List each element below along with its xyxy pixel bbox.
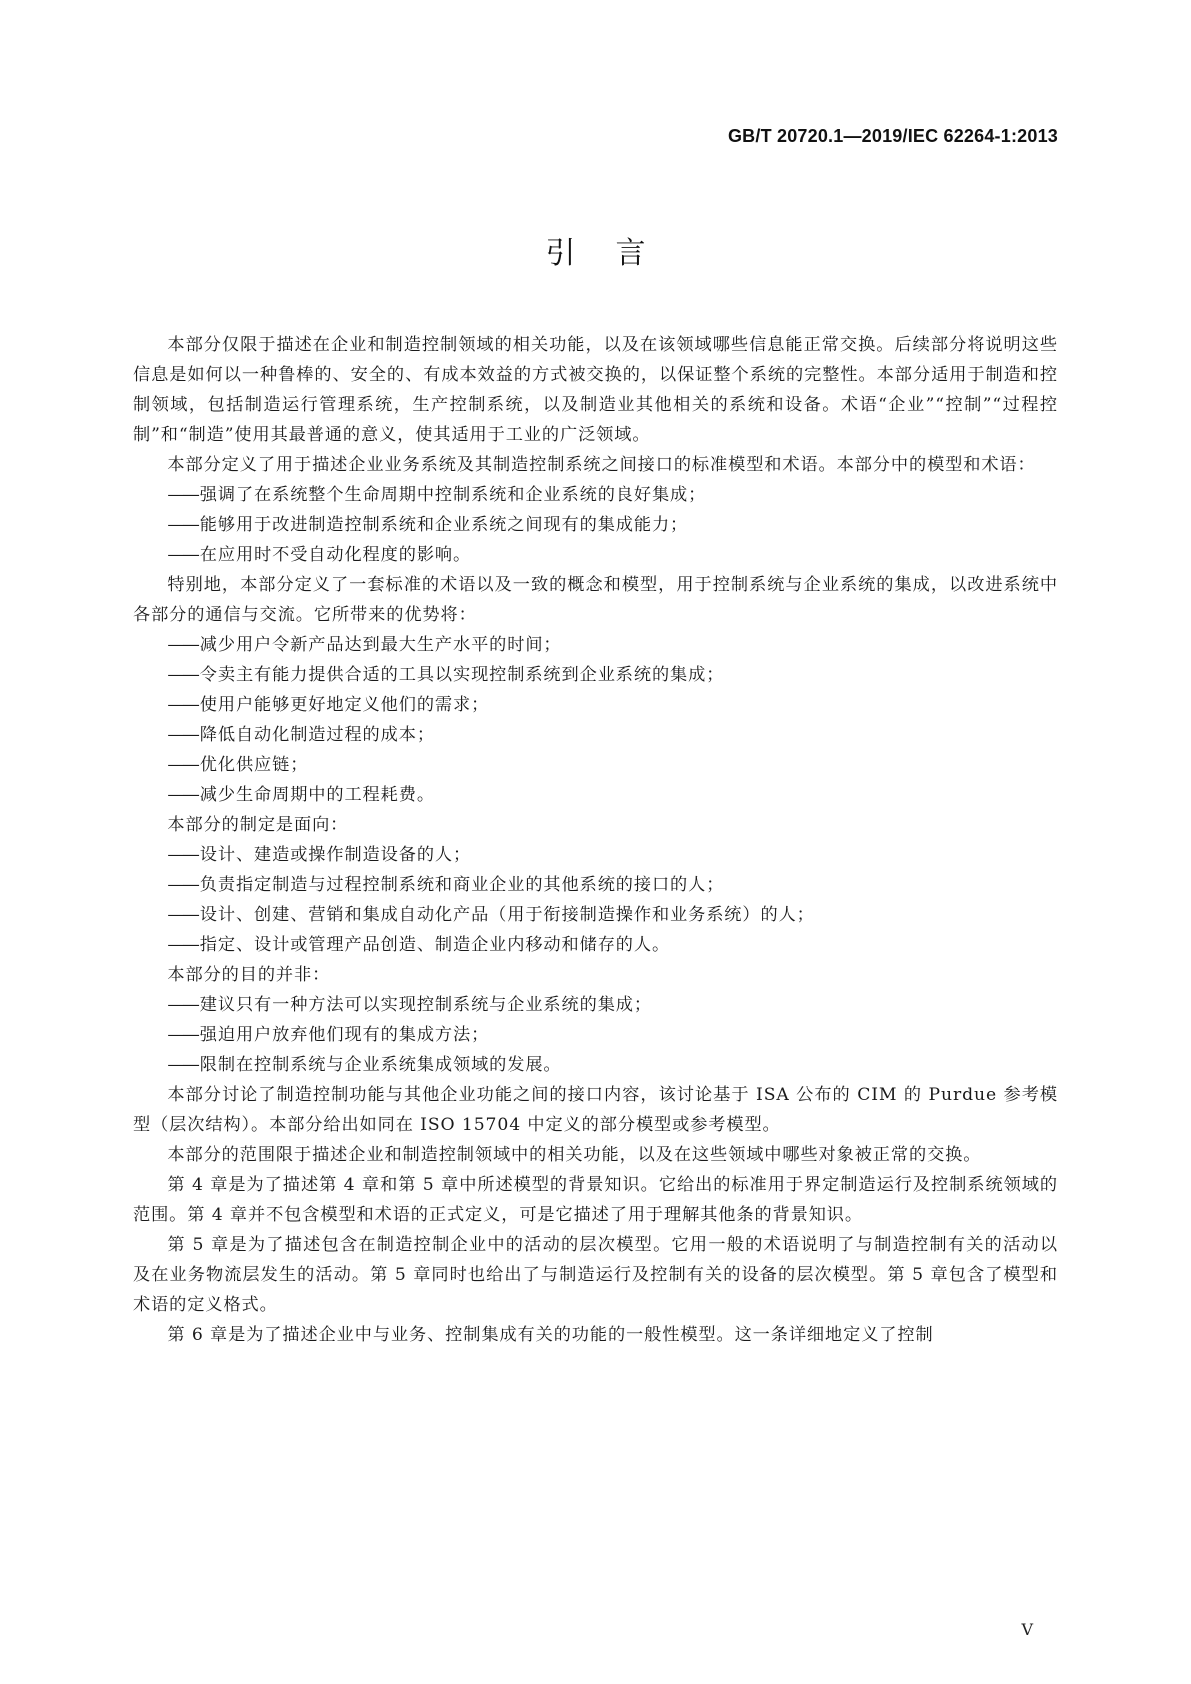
list-item-text: 设计、创建、营销和集成自动化产品（用于衔接制造操作和业务系统）的人； <box>199 905 815 925</box>
list-item-text: 优化供应链； <box>199 755 309 775</box>
list-item-text: 强调了在系统整个生命周期中控制系统和企业系统的良好集成； <box>199 485 707 505</box>
list-item-text: 限制在控制系统与企业系统集成领域的发展。 <box>199 1055 562 1075</box>
list-item <box>133 990 1058 1020</box>
page-number: V <box>1021 1620 1033 1639</box>
list-audience <box>133 840 1058 960</box>
dash-mark: —— <box>167 905 198 925</box>
dash-mark: —— <box>167 1055 198 1075</box>
list-item <box>133 510 1058 540</box>
list-benefits <box>133 630 1058 810</box>
paragraph: 第 4 章是为了描述第 4 章和第 5 章中所述模型的背景知识。它给出的标准用于界定制造运行及控制系统领域的范围。第 4 章并不包含模型和术语的正式定义，可是它描述了用于理解其他条的背景知识。 <box>133 1175 1058 1225</box>
dash-mark: —— <box>167 665 198 685</box>
dash-mark: —— <box>167 935 198 955</box>
dash-mark: —— <box>167 875 198 895</box>
dash-mark: —— <box>167 785 198 805</box>
list-item-text: 指定、设计或管理产品创造、制造企业内移动和储存的人。 <box>199 935 671 955</box>
dash-mark: —— <box>167 485 198 505</box>
list-item <box>133 750 1058 780</box>
list-item <box>133 690 1058 720</box>
list-item-text: 建议只有一种方法可以实现控制系统与企业系统的集成； <box>199 995 652 1015</box>
paragraph: 第 5 章是为了描述包含在制造控制企业中的活动的层次模型。它用一般的术语说明了与制造控制有关的活动以及在业务物流层发生的活动。第 5 章同时也给出了与制造运行及控制有关的设备的层次模型。第 5 章包含了模型和术语的定义格式。 <box>133 1235 1058 1315</box>
paragraph: 本部分仅限于描述在企业和制造控制领域的相关功能，以及在该领域哪些信息能正常交换。后续部分将说明这些信息是如何以一种鲁棒的、安全的、有成本效益的方式被交换的，以保证整个系统的完整性。本部分适用于制造和控制领域，包括制造运行管理系统，生产控制系统，以及制造业其他相关的系统和设备。术语“企业”“控制”“过程控制”和“制造”使用其最普通的意义，使其适用于工业的广泛领域。 <box>133 335 1058 445</box>
list-item <box>133 1020 1058 1050</box>
list-item <box>133 840 1058 870</box>
list-item <box>133 1050 1058 1080</box>
paragraph: 本部分的范围限于描述企业和制造控制领域中的相关功能，以及在这些领域中哪些对象被正常的交换。 <box>167 1145 982 1165</box>
dash-mark: —— <box>167 1025 198 1045</box>
list-item <box>133 900 1058 930</box>
dash-mark: —— <box>167 995 198 1015</box>
list-item-text: 降低自动化制造过程的成本； <box>199 725 435 745</box>
list-item-text: 使用户能够更好地定义他们的需求； <box>199 695 490 715</box>
list-item <box>133 870 1058 900</box>
list-item <box>133 720 1058 750</box>
list-item-text: 强迫用户放弃他们现有的集成方法； <box>199 1025 490 1045</box>
paragraph: 本部分的制定是面向： <box>167 815 349 835</box>
list-item-text: 减少用户令新产品达到最大生产水平的时间； <box>199 635 562 655</box>
list-item-text: 负责指定制造与过程控制系统和商业企业的其他系统的接口的人； <box>199 875 725 895</box>
standard-code-header: GB/T 20720.1—2019/IEC 62264-1:2013 <box>727 126 1058 146</box>
list-models-terms <box>133 480 1058 570</box>
list-item <box>133 780 1058 810</box>
dash-mark: —— <box>167 545 198 565</box>
list-not-intended <box>133 990 1058 1080</box>
paragraph: 第 6 章是为了描述企业中与业务、控制集成有关的功能的一般性模型。这一条详细地定义了控制 <box>167 1325 934 1345</box>
paragraph: 本部分讨论了制造控制功能与其他企业功能之间的接口内容，该讨论基于 ISA 公布的 CIM 的 Purdue 参考模型（层次结构）。本部分给出如同在 ISO 15704 中定义的部分模型或参考模型。 <box>133 1085 1058 1135</box>
list-item <box>133 660 1058 690</box>
list-item-text: 令卖主有能力提供合适的工具以实现控制系统到企业系统的集成； <box>199 665 725 685</box>
list-item <box>133 630 1058 660</box>
page-title: 引言 <box>545 236 686 271</box>
list-item <box>133 480 1058 510</box>
dash-mark: —— <box>167 725 198 745</box>
list-item-text: 能够用于改进制造控制系统和企业系统之间现有的集成能力； <box>199 515 689 535</box>
paragraph: 本部分的目的并非： <box>167 965 331 985</box>
paragraph: 本部分定义了用于描述企业业务系统及其制造控制系统之间接口的标准模型和术语。本部分中的模型和术语： <box>167 455 1036 475</box>
dash-mark: —— <box>167 755 198 775</box>
dash-mark: —— <box>167 845 198 865</box>
paragraph: 特别地，本部分定义了一套标准的术语以及一致的概念和模型，用于控制系统与企业系统的集成，以改进系统中各部分的通信与交流。它所带来的优势将： <box>133 575 1058 625</box>
dash-mark: —— <box>167 515 198 535</box>
list-item <box>133 930 1058 960</box>
list-item-text: 在应用时不受自动化程度的影响。 <box>199 545 472 565</box>
list-item-text: 减少生命周期中的工程耗费。 <box>199 785 435 805</box>
dash-mark: —— <box>167 695 198 715</box>
list-item-text: 设计、建造或操作制造设备的人； <box>199 845 472 865</box>
dash-mark: —— <box>167 635 198 655</box>
list-item <box>133 540 1058 570</box>
document-body <box>133 330 1058 1350</box>
